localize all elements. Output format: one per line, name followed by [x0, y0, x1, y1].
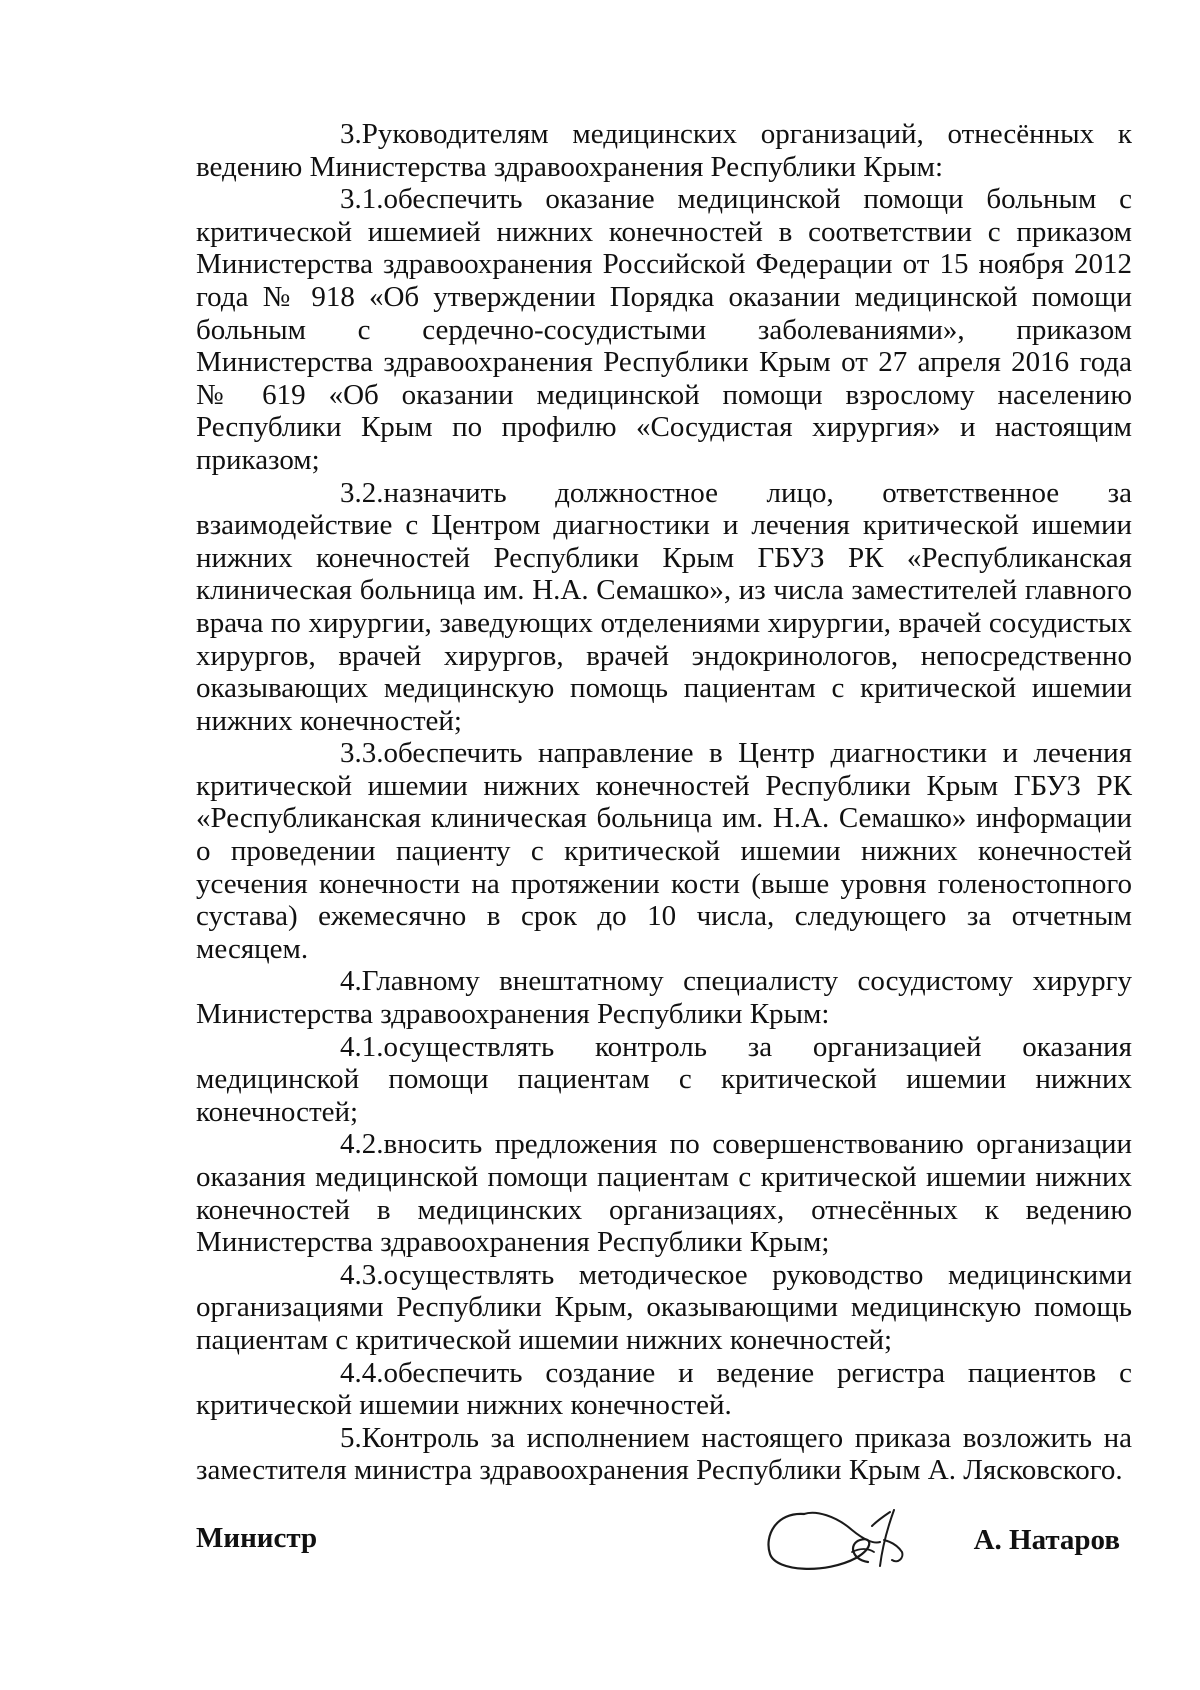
paragraph-number: 3.3. — [340, 737, 384, 770]
paragraph-text: осуществлять контроль за организацией оказания медицинской помощи пациентам с критической ишемии нижних конечностей; — [196, 1030, 1132, 1128]
paragraph-number: 4.1. — [340, 1030, 384, 1063]
paragraph-4-1 — [196, 1031, 1132, 1129]
paragraph-3-1 — [196, 183, 1132, 476]
paragraph-4 — [196, 965, 1132, 1030]
paragraph-4-2 — [196, 1128, 1132, 1258]
paragraph-text: осуществлять методическое руководство медицинскими организациями Республики Крым, оказывающими медицинскую помощь пациентам с критической ишемии нижних конечностей; — [196, 1258, 1132, 1356]
paragraph-number: 4.4. — [340, 1356, 384, 1389]
paragraph-5 — [196, 1422, 1132, 1487]
paragraph-number: 4.2. — [340, 1128, 384, 1161]
paragraph-number: 4. — [340, 965, 362, 998]
paragraph-3 — [196, 118, 1132, 183]
paragraph-3-3 — [196, 737, 1132, 965]
paragraph-text: Главному внештатному специалисту сосудистому хирургу Министерства здравоохранения Республики Крым: — [196, 965, 1132, 1031]
signatory-title: Министр — [196, 1522, 318, 1554]
document-body — [196, 118, 1132, 1487]
paragraph-3-2 — [196, 477, 1132, 738]
paragraph-number: 3.1. — [340, 183, 384, 216]
paragraph-text: Контроль за исполнением настоящего приказа возложить на заместителя министра здравоохранения Республики Крым А. Лясковского. — [196, 1421, 1132, 1487]
paragraph-4-4 — [196, 1357, 1132, 1422]
handwritten-signature — [756, 1496, 916, 1580]
paragraph-4-3 — [196, 1259, 1132, 1357]
paragraph-number: 3. — [340, 118, 362, 150]
paragraph-text: обеспечить направление в Центр диагностики и лечения критической ишемии нижних конечностей Республики Крым ГБУЗ РК «Республиканская клиническая больница им. Н.А. Семашко» информации о проведении пациенту с критической ишемии нижних конечностей усечения конечности на протяжении кости (выше уровня голеностопного сустава) ежемесячно в срок до 10 числа, следующего за отчетным месяцем. — [196, 737, 1132, 965]
paragraph-number: 5. — [340, 1421, 362, 1454]
paragraph-text: назначить должностное лицо, ответственное за взаимодействие с Центром диагностики и лечения критической ишемии нижних конечностей Республики Крым ГБУЗ РК «Республиканская клиническая больница им. Н.А. Семашко», из числа заместителей главного врача по хирургии, заведующих отделениями хирургии, врачей сосудистых хирургов, врачей хирургов, врачей эндокринологов, непосредственно оказывающих медицинскую помощь пациентам с критической ишемии нижних конечностей; — [196, 476, 1132, 737]
paragraph-text: вносить предложения по совершенствованию организации оказания медицинской помощи пациентам с критической ишемии нижних конечностей в медицинских организациях, отнесённых к ведению Министерства здравоохранения Республики Крым; — [196, 1128, 1132, 1259]
paragraph-text: обеспечить оказание медицинской помощи больным с критической ишемией нижних конечностей в соответствии с приказом Министерства здравоохранения Российской Федерации от 15 ноября 2012 года № 918 «Об утверждении Порядка оказании медицинской помощи больным с сердечно-сосудистыми заболеваниями», приказом Министерства здравоохранения Республики Крым от 27 апреля 2016 года № 619 «Об оказании медицинской помощи взрослому населению Республики Крым по профилю «Сосудистая хирургия» и настоящим приказом; — [196, 183, 1132, 476]
paragraph-number: 3.2. — [340, 476, 384, 509]
signatory-name: А. Натаров — [973, 1524, 1120, 1556]
signature-block — [196, 1500, 1132, 1590]
paragraph-text: обеспечить создание и ведение регистра пациентов с критической ишемии нижних конечностей. — [196, 1356, 1132, 1422]
paragraph-number: 4.3. — [340, 1258, 384, 1291]
paragraph-text: Руководителям медицинских организаций, отнесённых к ведению Министерства здравоохранения Республики Крым: — [196, 118, 1132, 183]
